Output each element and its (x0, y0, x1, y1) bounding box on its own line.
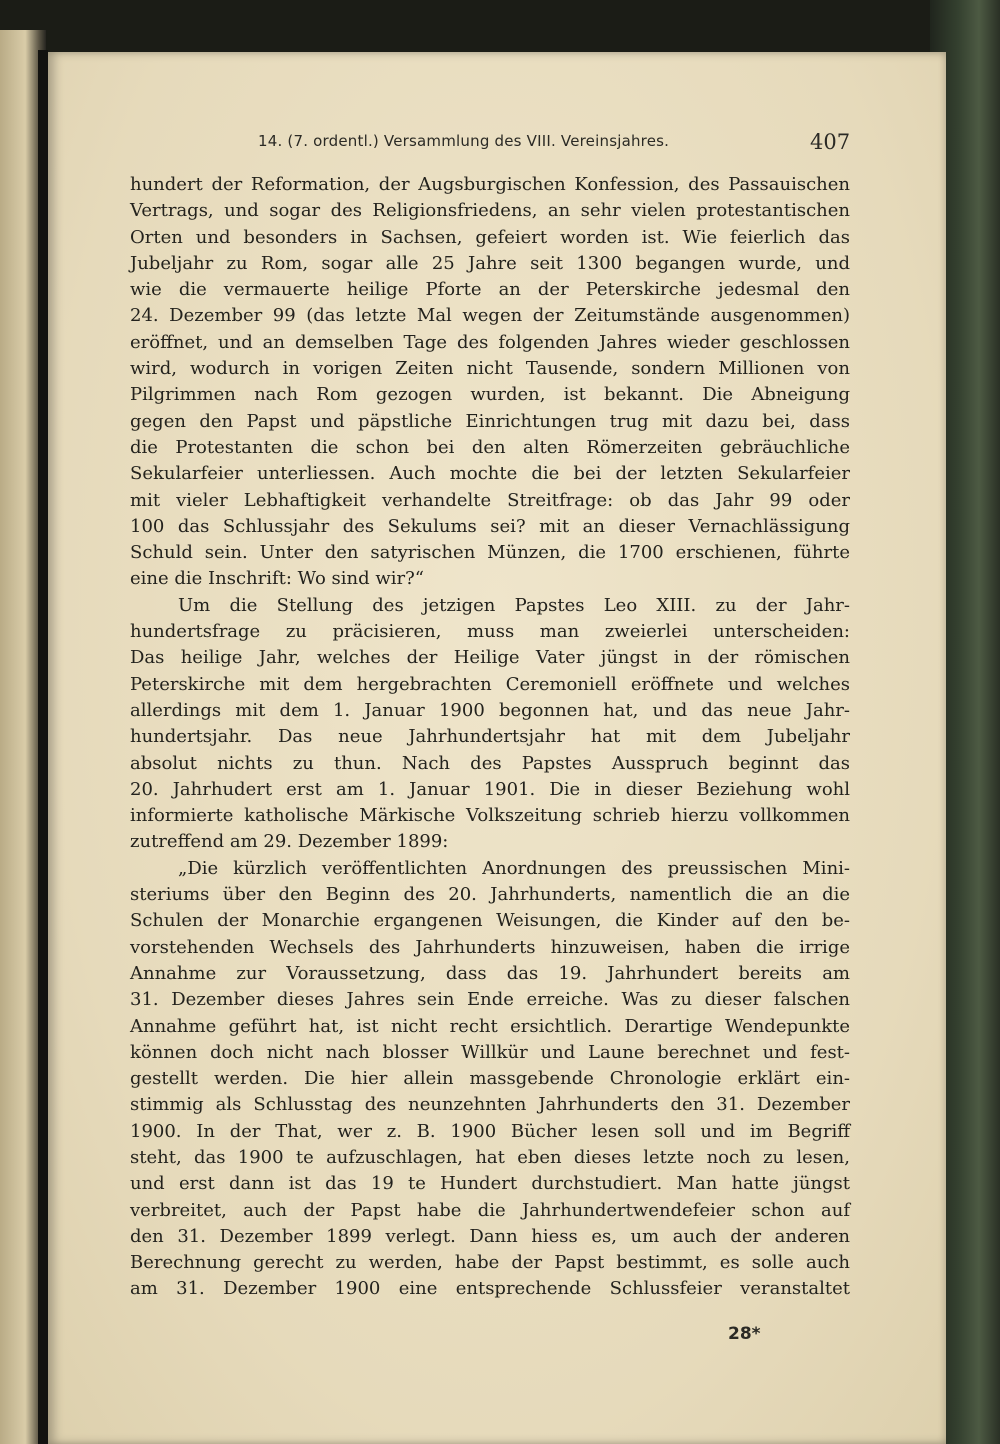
text-line: Annahme geführt hat, ist nicht recht ersichtlich. Derartige Wendepunkte (130, 1015, 850, 1037)
book-page (48, 52, 946, 1444)
text-line: 100 das Schlussjahr des Sekulums sei? mit an dieser Vernachlässigung (130, 515, 850, 537)
text-line: informierte katholische Märkische Volkszeitung schrieb hierzu vollkommen (130, 805, 850, 827)
text-line: Peterskirche mit dem hergebrachten Ceremoniell eröffnete und welches (130, 673, 850, 695)
text-line: zutreffend am 29. Dezember 1899: (130, 831, 449, 853)
signature-mark: 28* (728, 1324, 761, 1344)
text-line: Um die Stellung des jetzigen Papstes Leo XIII. zu der Jahr- (178, 594, 850, 616)
text-line: wird, wodurch in vorigen Zeiten nicht Tausende, sondern Millionen von (130, 358, 850, 380)
text-line: eine die Inschrift: Wo sind wir?“ (130, 568, 424, 590)
text-line: 24. Dezember 99 (das letzte Mal wegen der Zeitumstände ausgenommen) (130, 305, 850, 327)
text-line: Schuld sein. Unter den satyrischen Münzen, die 1700 erschienen, führte (130, 542, 850, 564)
page-number: 407 (810, 130, 851, 154)
text-line: gegen den Papst und päpstliche Einrichtungen trug mit dazu bei, dass (130, 410, 850, 432)
text-line: hundertsjahr. Das neue Jahrhundertsjahr hat mit dem Jubeljahr (130, 726, 850, 748)
text-line: wie die vermauerte heilige Pforte an der Peterskirche jedesmal den (130, 279, 850, 301)
body-text (130, 172, 850, 1303)
book-gutter (38, 50, 48, 1444)
text-line: können doch nicht nach blosser Willkür und Laune berechnet und fest- (130, 1041, 850, 1063)
text-line: gestellt werden. Die hier allein massgebende Chronologie erklärt ein- (130, 1068, 850, 1090)
text-line: hundert der Reformation, der Augsburgischen Konfession, des Passauischen (130, 174, 850, 195)
text-line: mit vieler Lebhaftigkeit verhandelte Streitfrage: ob das Jahr 99 oder (130, 489, 850, 511)
text-line: steht, das 1900 te aufzuschlagen, hat eben dieses letzte noch zu lesen, (130, 1146, 850, 1168)
text-line: Orten und besonders in Sachsen, gefeiert worden ist. Wie feierlich das (130, 226, 850, 248)
running-head: 14. (7. ordentl.) Versammlung des VIII. Vereinsjahres. (258, 132, 670, 150)
text-line: 31. Dezember dieses Jahres sein Ende erreiche. Was zu dieser falschen (130, 989, 850, 1011)
text-line: Sekularfeier unterliessen. Auch mochte die bei der letzten Sekularfeier (130, 463, 850, 485)
text-line: eröffnet, und an demselben Tage des folgenden Jahres wieder geschlossen (130, 331, 850, 353)
text-line: steriums über den Beginn des 20. Jahrhunderts, namentlich die an die (130, 884, 850, 906)
text-line: verbreitet, auch der Papst habe die Jahrhundertwendefeier schon auf (130, 1199, 850, 1221)
text-line: „Die kürzlich veröffentlichten Anordnungen des preussischen Mini- (178, 857, 850, 879)
text-line: am 31. Dezember 1900 eine entsprechende Schlussfeier veranstaltet (130, 1278, 850, 1300)
text-line: hundertsfrage zu präcisieren, muss man zweierlei unterscheiden: (130, 621, 850, 643)
text-line: vorstehenden Wechsels des Jahrhunderts hinzuweisen, haben die irrige (130, 936, 850, 958)
text-line: Vertrags, und sogar des Religionsfriedens, an sehr vielen protestantischen (130, 200, 850, 222)
text-line: die Protestanten die schon bei den alten Römerzeiten gebräuchliche (130, 436, 850, 458)
text-line: allerdings mit dem 1. Januar 1900 begonnen hat, und das neue Jahr- (130, 699, 850, 721)
text-line: Jubeljahr zu Rom, sogar alle 25 Jahre seit 1300 begangen wurde, und (130, 252, 850, 274)
text-line: Berechnung gerecht zu werden, habe der Papst bestimmt, es solle auch (130, 1252, 850, 1274)
text-line: Pilgrimmen nach Rom gezogen wurden, ist bekannt. Die Abneigung (130, 384, 850, 406)
text-line: Annahme zur Voraussetzung, dass das 19. Jahrhundert bereits am (130, 962, 850, 984)
text-line: und erst dann ist das 19 te Hundert durchstudiert. Man hatte jüngst (130, 1173, 850, 1195)
text-line: den 31. Dezember 1899 verlegt. Dann hiess es, um auch der anderen (130, 1225, 850, 1247)
text-line: stimmig als Schlusstag des neunzehnten Jahrhunderts den 31. Dezember (130, 1094, 850, 1116)
text-line: Schulen der Monarchie ergangenen Weisungen, die Kinder auf den be- (130, 910, 850, 932)
text-line: Das heilige Jahr, welches der Heilige Vater jüngst in der römischen (130, 647, 850, 669)
text-line: absolut nichts zu thun. Nach des Papstes Ausspruch beginnt das (130, 752, 850, 774)
text-line: 1900. In der That, wer z. B. 1900 Bücher lesen soll und im Begriff (130, 1120, 850, 1142)
text-line: 20. Jahrhudert erst am 1. Januar 1901. Die in dieser Beziehung wohl (130, 778, 850, 800)
